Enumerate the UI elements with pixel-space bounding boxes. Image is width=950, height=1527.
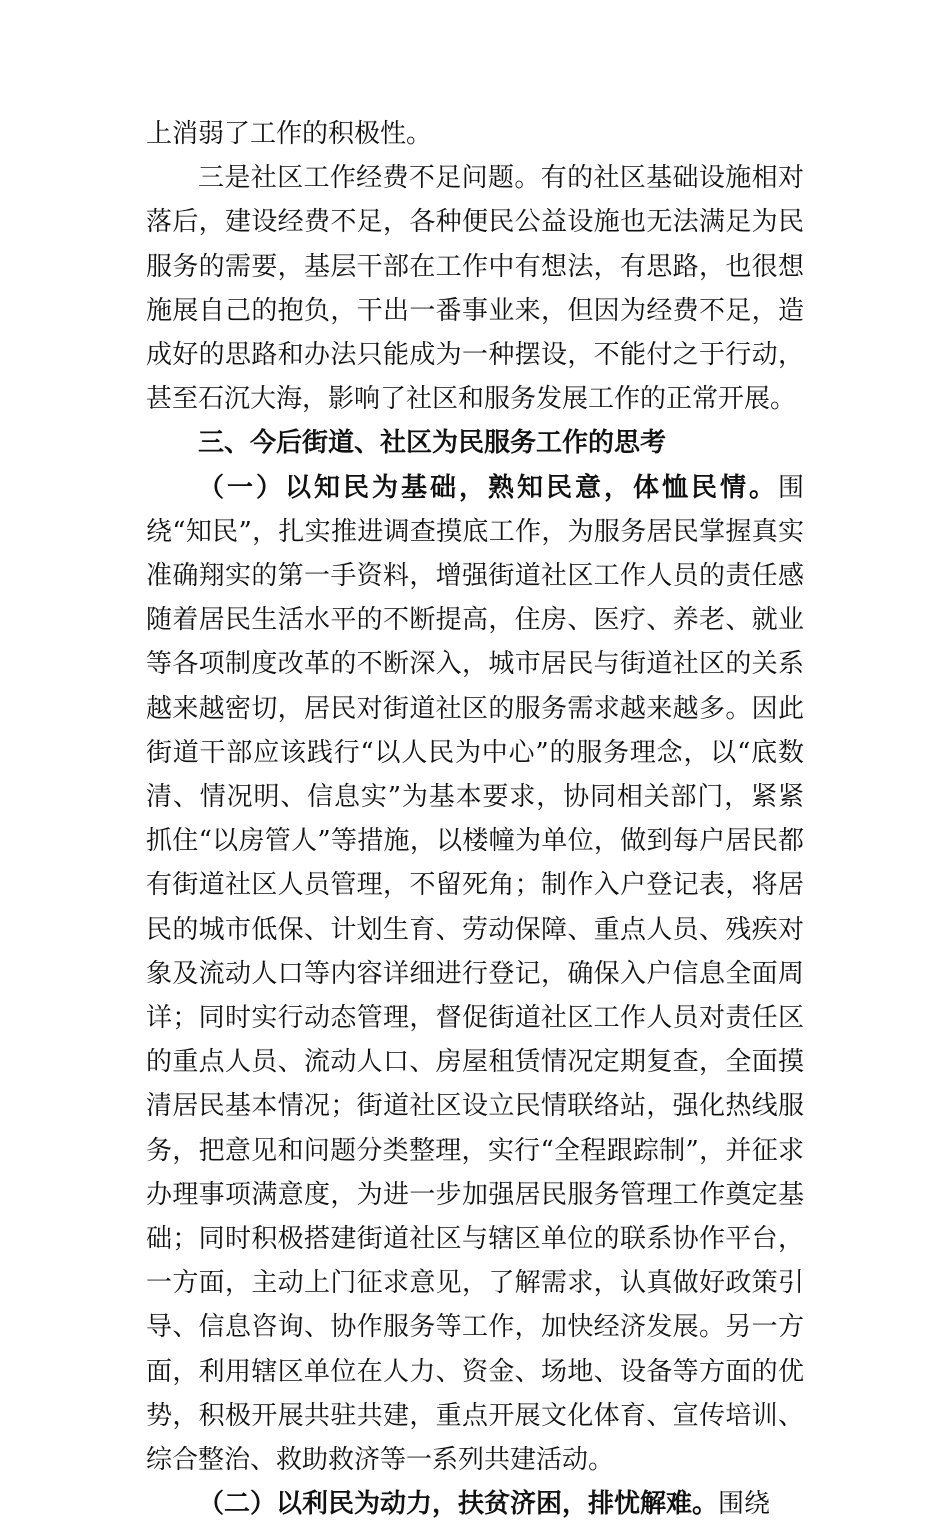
item-two-lead: （二）以利民为动力，扶贫济困，排忧解难。 xyxy=(198,1489,719,1520)
document-body xyxy=(146,112,804,1527)
paragraph-item-one xyxy=(146,466,804,1483)
section-heading: 三、今后街道、社区为民服务工作的思考 xyxy=(198,428,667,459)
item-one-body: 围绕“知民”，扎实推进调查摸底工作，为服务居民掌握真实准确翔实的第一手资料，增强街道社区工作人员的责任感随着居民生活水平的不断提高，住房、医疗、养老、就业等各项制度改革的不断深入，城市居民与街道社区的关系越来越密切，居民对街道社区的服务需求越来越多。因此街道干部应该践行“以人民为中心”的服务理念，以“底数清、情况明、信息实”为基本要求，协同相关部门，紧紧抓住“以房管人”等措施，以楼幢为单位，做到每户居民都有街道社区人员管理，不留死角；制作入户登记表，将居民的城市低保、计划生育、劳动保障、重点人员、残疾对象及流动人口等内容详细进行登记，确保入户信息全面周详；同时实行动态管理，督促街道社区工作人员对责任区的重点人员、流动人口、房屋租赁情况定期复查，全面摸清居民基本情况；街道社区设立民情联络站，强化热线服务，把意见和问题分类整理，实行“全程跟踪制”，并征求办理事项满意度，为进一步加强居民服务管理工作奠定基础；同时积极搭建街道社区与辖区单位的联系协作平台，一方面，主动上门征求意见，了解需求，认真做好政策引导、信息咨询、协作服务等工作，加快经济发展。另一方面，利用辖区单位在人力、资金、场地、设备等方面的优势，积极开展共驻共建，重点开展文化体育、宣传培训、综合整治、救助救济等一系列共建活动。 xyxy=(146,472,804,1476)
paragraph-item-two xyxy=(146,1482,804,1526)
item-two-body: 围绕 xyxy=(718,1489,771,1520)
item-one-lead: （一）以知民为基础，熟知民意，体恤民情。 xyxy=(198,472,778,503)
paragraph-continued: 上消弱了工作的积极性。 xyxy=(146,119,433,149)
paragraph-funding-issue: 三是社区工作经费不足问题。有的社区基础设施相对落后，建设经费不足，各种便民公益设施也无法满足为民服务的需要，基层干部在工作中有想法，有思路，也很想施展自己的抱负，干出一番事业来，但因为经费不足，造成好的思路和办法只能成为一种摆设，不能付之于行动，甚至石沉大海，影响了社区和服务发展工作的正常开展。 xyxy=(146,163,804,415)
